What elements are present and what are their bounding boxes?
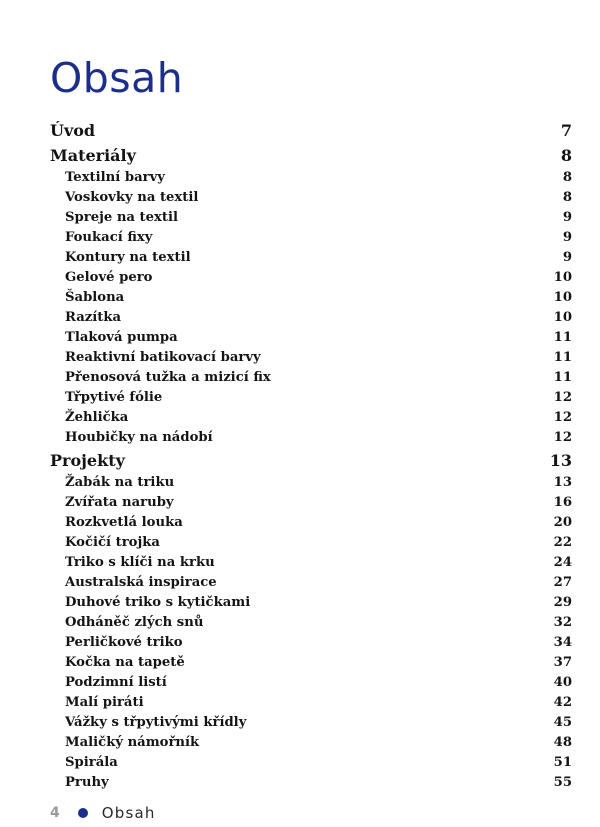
toc-section-label: Úvod [50,121,96,140]
toc-item-label: Gelové pero [65,270,153,285]
toc-section-page: 8 [560,146,572,165]
toc-item-page: 37 [553,655,572,670]
toc-item-label: Houbičky na nádobí [65,430,213,445]
bullet-dot-icon [78,808,88,818]
toc-item [50,773,572,793]
toc-section-label: Projekty [50,451,125,470]
toc-item [50,248,572,268]
toc-item-page: 48 [553,735,572,750]
toc-item-page: 55 [553,775,572,790]
toc-section-page: 13 [549,451,572,470]
toc-item-label: Duhové triko s kytičkami [65,595,251,610]
toc-item-page: 9 [562,250,572,265]
toc-item-page: 13 [553,475,572,490]
toc-item-page: 42 [553,695,572,710]
toc-section [50,448,572,473]
toc-item-page: 27 [553,575,572,590]
toc-item-label: Maličký námořník [65,735,200,750]
toc-item [50,653,572,673]
toc-item-label: Perličkové triko [65,635,183,650]
toc-item-page: 40 [553,675,572,690]
toc-item-label: Zvířata naruby [65,495,174,510]
toc-item-page: 12 [553,410,572,425]
toc-item-label: Pruhy [65,775,109,790]
toc-item-label: Přenosová tužka a mizicí fix [65,370,271,385]
toc-item-page: 34 [553,635,572,650]
toc-item-page: 10 [553,290,572,305]
toc-item [50,368,572,388]
toc-item-page: 10 [553,310,572,325]
toc-item-label: Australská inspirace [65,575,217,590]
toc-item-page: 8 [562,170,572,185]
toc-item [50,613,572,633]
toc-item-label: Kontury na textil [65,250,191,265]
toc-item-label: Žehlička [65,410,129,425]
toc-item [50,208,572,228]
toc-item-label: Tlaková pumpa [65,330,178,345]
toc-item-label: Reaktivní batikovací barvy [65,350,261,365]
toc-item-page: 10 [553,270,572,285]
toc-item [50,633,572,653]
toc-item-label: Malí piráti [65,695,144,710]
toc-section-label: Materiály [50,146,136,165]
toc-item [50,533,572,553]
toc-item-page: 24 [553,555,572,570]
toc-item-label: Vážky s třpytivými křídly [65,715,247,730]
toc-item-label: Žabák na triku [65,475,175,490]
page-footer [50,804,156,822]
toc-item-page: 32 [553,615,572,630]
toc-item [50,308,572,328]
page-title: Obsah [50,54,184,102]
toc-item-label: Textilní barvy [65,170,165,185]
toc-item-label: Triko s klíči na krku [65,555,215,570]
toc-item [50,513,572,533]
toc-section [50,118,572,143]
toc-item-label: Odháněč zlých snů [65,615,204,630]
toc-item-label: Rozkvetlá louka [65,515,183,530]
toc-item-label: Razítka [65,310,122,325]
toc-item [50,328,572,348]
toc-item-page: 12 [553,390,572,405]
toc-item-page: 12 [553,430,572,445]
toc-item-label: Spreje na textil [65,210,179,225]
toc-item-page: 45 [553,715,572,730]
toc-item [50,713,572,733]
toc-item [50,753,572,773]
toc-item [50,228,572,248]
toc-item-page: 11 [553,370,572,385]
toc-item [50,268,572,288]
toc-item [50,408,572,428]
toc-item-page: 8 [562,190,572,205]
toc-item-label: Šablona [65,290,125,305]
toc-item [50,673,572,693]
toc-item-label: Kočičí trojka [65,535,160,550]
toc-item-page: 11 [553,330,572,345]
toc-item-label: Spirála [65,755,118,770]
toc-item [50,473,572,493]
toc-item [50,428,572,448]
toc-item [50,593,572,613]
toc-item-page: 9 [562,230,572,245]
toc-section-page: 7 [560,121,572,140]
toc-item-page: 11 [553,350,572,365]
toc-item-page: 9 [562,210,572,225]
toc-item-page: 22 [553,535,572,550]
toc-item [50,348,572,368]
toc-item [50,733,572,753]
toc-item-label: Podzimní listí [65,675,167,690]
toc-item [50,288,572,308]
toc-item [50,573,572,593]
toc-section [50,143,572,168]
toc-item [50,188,572,208]
toc-item-label: Třpytivé fólie [65,390,163,405]
toc-item [50,168,572,188]
page-number: 4 [50,805,60,821]
toc-item [50,693,572,713]
toc-item-label: Voskovky na textil [65,190,199,205]
toc-item-label: Foukací fixy [65,230,153,245]
toc-item-page: 16 [553,495,572,510]
toc-item [50,493,572,513]
toc-item-page: 29 [553,595,572,610]
toc-item-page: 20 [553,515,572,530]
footer-label: Obsah [101,804,156,822]
toc-item-page: 51 [553,755,572,770]
toc-item [50,388,572,408]
toc-item [50,553,572,573]
table-of-contents [50,118,572,793]
toc-item-label: Kočka na tapetě [65,655,185,670]
